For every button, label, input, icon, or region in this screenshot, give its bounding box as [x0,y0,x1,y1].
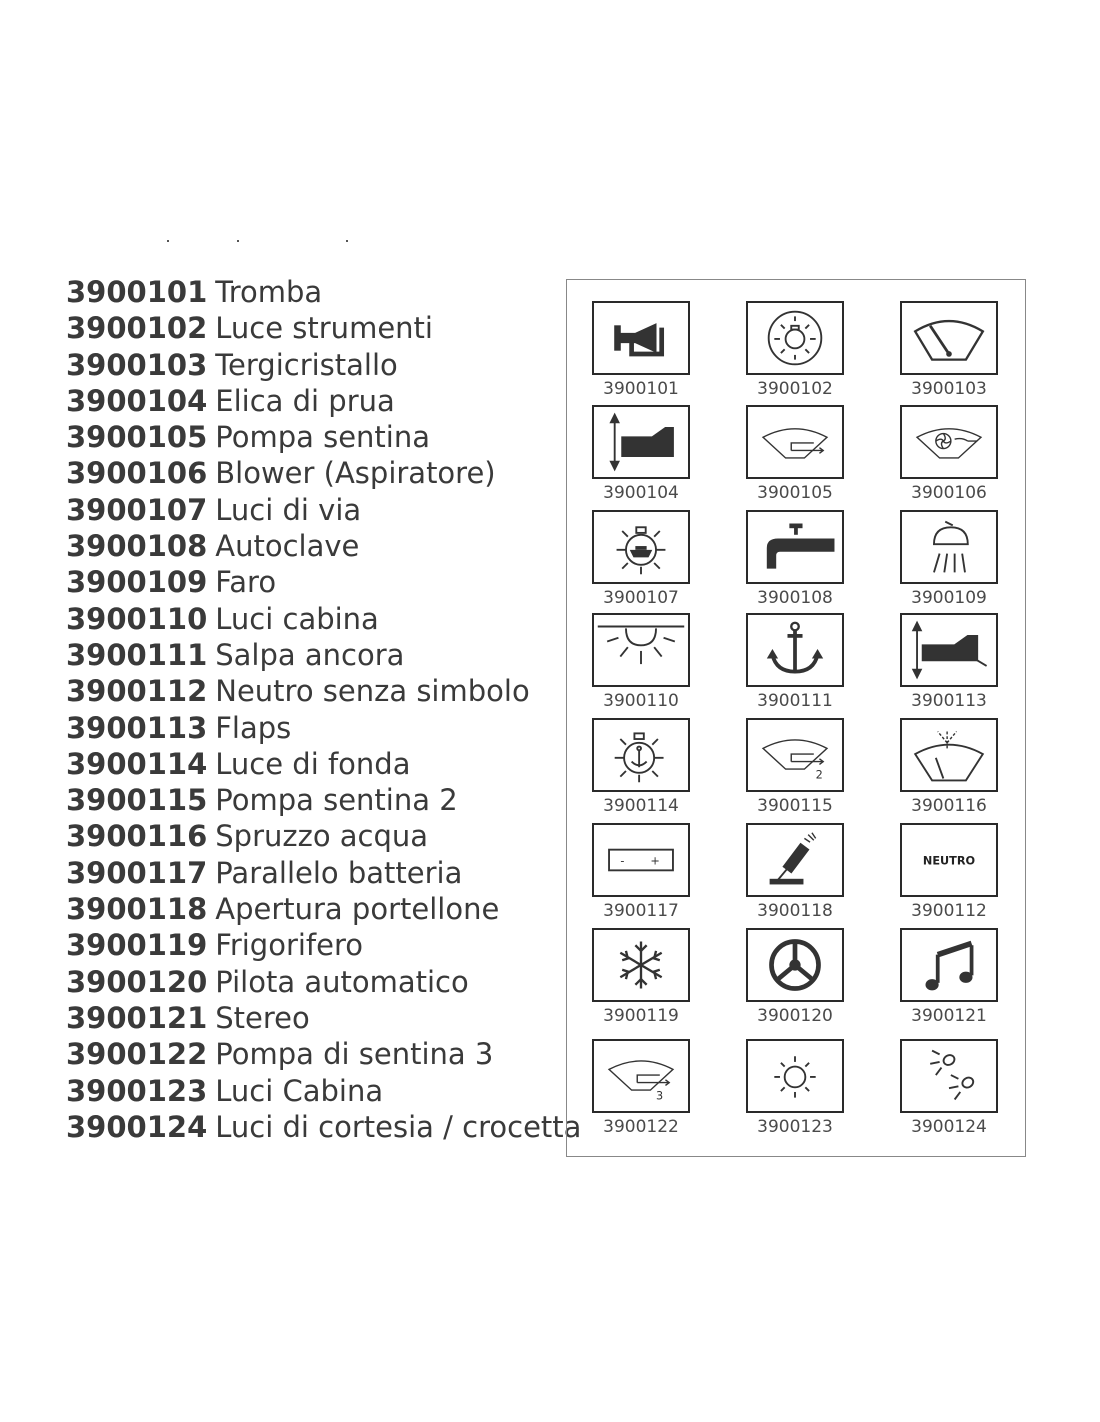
product-code: 3900119 [66,928,208,963]
grid-cell [897,510,1001,609]
product-label: Pompa sentina 2 [215,783,458,818]
product-label: Neutro senza simbolo [215,674,530,709]
steering-wheel-icon [746,928,844,1002]
grid-cell [589,718,693,817]
product-code: 3900110 [66,601,208,636]
icon-code: 3900109 [911,588,987,608]
grid-cell [743,510,847,609]
decorative-dots [160,240,360,248]
product-label: Flaps [215,710,292,745]
bilge-pump-icon [746,405,844,479]
product-label: Apertura portellone [215,892,500,927]
grid-cell [897,928,1001,1027]
grid-cell [897,301,1001,400]
product-code: 3900109 [66,565,208,600]
icon-code: 3900103 [911,379,987,399]
product-label: Blower (Aspiratore) [215,456,496,491]
product-code: 3900108 [66,529,208,564]
list-item [66,673,581,709]
anchor-icon [746,613,844,687]
product-label: Pompa sentina [215,420,431,455]
product-code: 3900111 [66,637,208,672]
icon-code: 3900110 [603,691,679,711]
minus-sign: - [620,854,625,868]
battery-parallel-icon [592,823,690,897]
product-code: 3900107 [66,492,208,527]
grid-cell [743,301,847,400]
product-code: 3900105 [66,420,208,455]
grid-cell [897,405,1001,504]
list-item [66,746,581,782]
product-code: 3900117 [66,855,208,890]
product-code: 3900120 [66,964,208,999]
product-code: 3900106 [66,456,208,491]
grid-cell [589,613,693,712]
list-item [66,419,581,455]
list-item [66,564,581,600]
wiper-icon [900,301,998,375]
list-item [66,927,581,963]
product-code: 3900112 [66,674,208,709]
water-tap-icon [746,510,844,584]
icon-code: 3900116 [911,796,987,816]
product-label: Luce strumenti [215,311,433,346]
courtesy-lights-icon [900,1039,998,1113]
list-item [66,310,581,346]
icon-code: 3900121 [911,1006,987,1026]
icon-code: 3900111 [757,691,833,711]
instrument-light-icon [746,301,844,375]
icon-code: 3900120 [757,1006,833,1026]
icon-code: 3900112 [911,901,987,921]
product-code: 3900114 [66,746,208,781]
anchor-light-icon [592,718,690,792]
product-list [66,274,581,1145]
icon-code: 3900122 [603,1117,679,1137]
product-code: 3900104 [66,383,208,418]
product-label: Spruzzo acqua [215,819,429,854]
product-label: Luci Cabina [215,1073,384,1108]
icon-code: 3900123 [757,1117,833,1137]
bilge-pump-3-icon [592,1039,690,1113]
product-code: 3900101 [66,275,208,309]
product-label: Faro [215,565,277,600]
product-label: Pompa di sentina 3 [215,1037,494,1072]
grid-cell [743,928,847,1027]
list-item [66,891,581,927]
product-code: 3900116 [66,819,208,854]
grid-cell [589,510,693,609]
icon-code: 3900118 [757,901,833,921]
plus-sign: + [650,854,660,868]
list-item [66,1036,581,1072]
product-label: Salpa ancora [215,637,405,672]
hatch-opening-icon [746,823,844,897]
list-item [66,1109,581,1145]
music-note-icon [900,928,998,1002]
list-item [66,637,581,673]
flaps-icon [900,613,998,687]
grid-cell [743,1039,847,1138]
list-item [66,492,581,528]
grid-cell [743,718,847,817]
product-label: Luci di via [215,492,362,527]
list-item [66,1073,581,1109]
blower-icon [900,405,998,479]
product-label: Frigorifero [215,928,364,963]
list-item [66,347,581,383]
bilge-pump-2-icon [746,718,844,792]
icon-code: 3900102 [757,379,833,399]
grid-cell [897,718,1001,817]
icon-code: 3900113 [911,691,987,711]
icon-code: 3900114 [603,796,679,816]
icon-code: 3900108 [757,588,833,608]
spotlight-icon [900,510,998,584]
product-code: 3900122 [66,1037,208,1072]
product-label: Luci di cortesia / crocetta [215,1109,582,1144]
product-code: 3900113 [66,710,208,745]
list-item [66,855,581,891]
icon-code: 3900105 [757,483,833,503]
icon-code: 3900124 [911,1117,987,1137]
icon-code: 3900104 [603,483,679,503]
list-item [66,274,581,310]
icon-code: 3900117 [603,901,679,921]
grid-cell [589,405,693,504]
grid-cell [897,823,1001,922]
list-item [66,455,581,491]
product-label: Luci cabina [215,601,379,636]
grid-cell [589,1039,693,1138]
list-item [66,818,581,854]
grid-cell [589,301,693,400]
icon-code: 3900115 [757,796,833,816]
list-item [66,528,581,564]
grid-cell [897,1039,1001,1138]
icon-code: 3900106 [911,483,987,503]
sun-light-icon [746,1039,844,1113]
neutral-text: NEUTRO [922,854,976,868]
product-label: Tromba [215,275,323,309]
grid-cell [897,613,1001,712]
product-code: 3900118 [66,892,208,927]
badge-number: 2 [815,768,823,782]
product-label: Parallelo batteria [215,855,463,890]
product-label: Pilota automatico [215,964,469,999]
product-code: 3900123 [66,1073,208,1108]
water-spray-icon [900,718,998,792]
list-item [66,710,581,746]
grid-cell [589,823,693,922]
list-item [66,782,581,818]
grid-cell [743,613,847,712]
list-item [66,383,581,419]
list-item [66,601,581,637]
snowflake-icon [592,928,690,1002]
badge-number: 3 [656,1089,664,1103]
cabin-light-icon [592,613,690,687]
product-label: Tergicristallo [215,347,398,382]
horn-icon [592,301,690,375]
icon-grid-panel [566,279,1026,1157]
product-code: 3900103 [66,347,208,382]
icon-code: 3900119 [603,1006,679,1026]
neutral-label [900,823,998,897]
list-item [66,964,581,1000]
product-code: 3900124 [66,1109,208,1144]
icon-code: 3900107 [603,588,679,608]
navigation-lights-icon [592,510,690,584]
list-item [66,1000,581,1036]
product-code: 3900115 [66,783,208,818]
product-label: Stereo [215,1000,310,1035]
grid-cell [743,823,847,922]
product-code: 3900121 [66,1000,208,1035]
bow-thruster-icon [592,405,690,479]
product-label: Luce di fonda [215,746,411,781]
product-code: 3900102 [66,311,208,346]
grid-cell [589,928,693,1027]
product-label: Elica di prua [215,383,395,418]
grid-cell [743,405,847,504]
product-label: Autoclave [215,529,360,564]
icon-code: 3900101 [603,379,679,399]
